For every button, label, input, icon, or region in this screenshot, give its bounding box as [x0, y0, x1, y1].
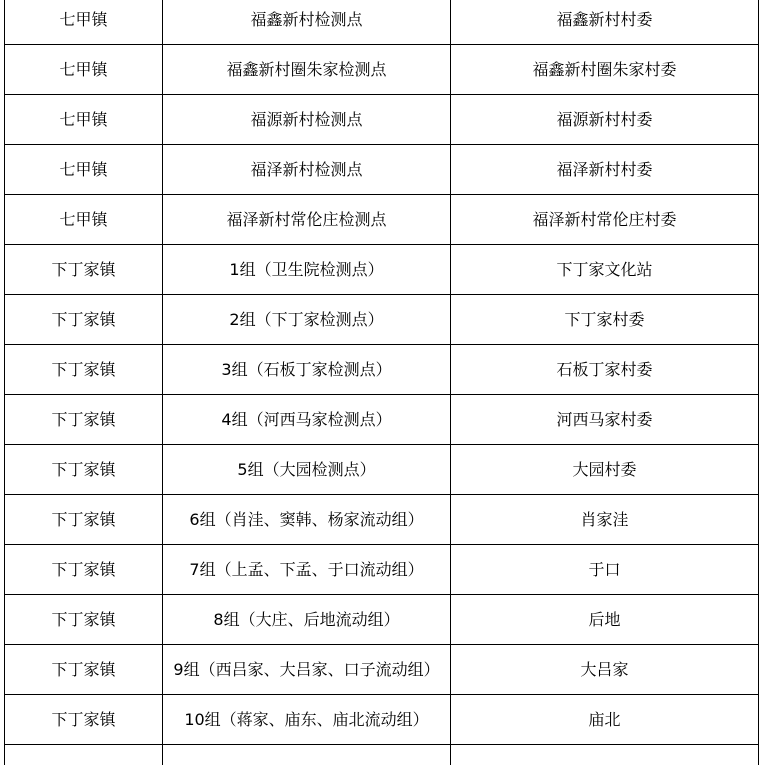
town-cell: 下丁家镇 [5, 595, 163, 645]
testing-sites-table [4, 0, 759, 765]
site-cell: 7组（上孟、下孟、于口流动组） [163, 545, 451, 595]
town-cell: 下丁家镇 [5, 495, 163, 545]
site-cell [163, 745, 451, 765]
table-row [5, 595, 759, 645]
place-cell [451, 745, 759, 765]
table-row [5, 245, 759, 295]
site-cell: 福泽新村检测点 [163, 145, 451, 195]
table-row [5, 395, 759, 445]
town-cell: 下丁家镇 [5, 695, 163, 745]
place-cell: 下丁家文化站 [451, 245, 759, 295]
site-cell: 福鑫新村检测点 [163, 0, 451, 45]
town-cell: 下丁家镇 [5, 445, 163, 495]
place-cell: 福鑫新村村委 [451, 0, 759, 45]
place-cell: 福鑫新村圈朱家村委 [451, 45, 759, 95]
table-row [5, 95, 759, 145]
place-cell: 肖家洼 [451, 495, 759, 545]
site-cell: 5组（大园检测点） [163, 445, 451, 495]
place-cell: 石板丁家村委 [451, 345, 759, 395]
table-row [5, 545, 759, 595]
table-row [5, 195, 759, 245]
town-cell: 下丁家镇 [5, 545, 163, 595]
place-cell: 下丁家村委 [451, 295, 759, 345]
town-cell: 下丁家镇 [5, 645, 163, 695]
site-cell: 10组（蒋家、庙东、庙北流动组） [163, 695, 451, 745]
testing-sites-sheet [4, 0, 758, 765]
table-row [5, 0, 759, 45]
town-cell: 七甲镇 [5, 0, 163, 45]
place-cell: 庙北 [451, 695, 759, 745]
town-cell: 七甲镇 [5, 45, 163, 95]
site-cell: 3组（石板丁家检测点） [163, 345, 451, 395]
town-cell: 七甲镇 [5, 145, 163, 195]
place-cell: 福源新村村委 [451, 95, 759, 145]
town-cell: 下丁家镇 [5, 295, 163, 345]
place-cell: 福泽新村村委 [451, 145, 759, 195]
site-cell: 8组（大庄、后地流动组） [163, 595, 451, 645]
table-row-partial [5, 745, 759, 765]
place-cell: 福泽新村常伦庄村委 [451, 195, 759, 245]
town-cell: 七甲镇 [5, 195, 163, 245]
table-row [5, 495, 759, 545]
site-cell: 4组（河西马家检测点） [163, 395, 451, 445]
table-row [5, 645, 759, 695]
table-row [5, 295, 759, 345]
place-cell: 大吕家 [451, 645, 759, 695]
place-cell: 大园村委 [451, 445, 759, 495]
site-cell: 6组（肖洼、窦韩、杨家流动组） [163, 495, 451, 545]
site-cell: 福鑫新村圈朱家检测点 [163, 45, 451, 95]
town-cell: 下丁家镇 [5, 345, 163, 395]
town-cell [5, 745, 163, 765]
town-cell: 下丁家镇 [5, 245, 163, 295]
site-cell: 1组（卫生院检测点） [163, 245, 451, 295]
table-row [5, 145, 759, 195]
table-row [5, 45, 759, 95]
place-cell: 河西马家村委 [451, 395, 759, 445]
table-row [5, 695, 759, 745]
place-cell: 后地 [451, 595, 759, 645]
site-cell: 福源新村检测点 [163, 95, 451, 145]
site-cell: 9组（西吕家、大吕家、口子流动组） [163, 645, 451, 695]
table-row [5, 345, 759, 395]
town-cell: 七甲镇 [5, 95, 163, 145]
table-row [5, 445, 759, 495]
site-cell: 2组（下丁家检测点） [163, 295, 451, 345]
place-cell: 于口 [451, 545, 759, 595]
site-cell: 福泽新村常伦庄检测点 [163, 195, 451, 245]
town-cell: 下丁家镇 [5, 395, 163, 445]
